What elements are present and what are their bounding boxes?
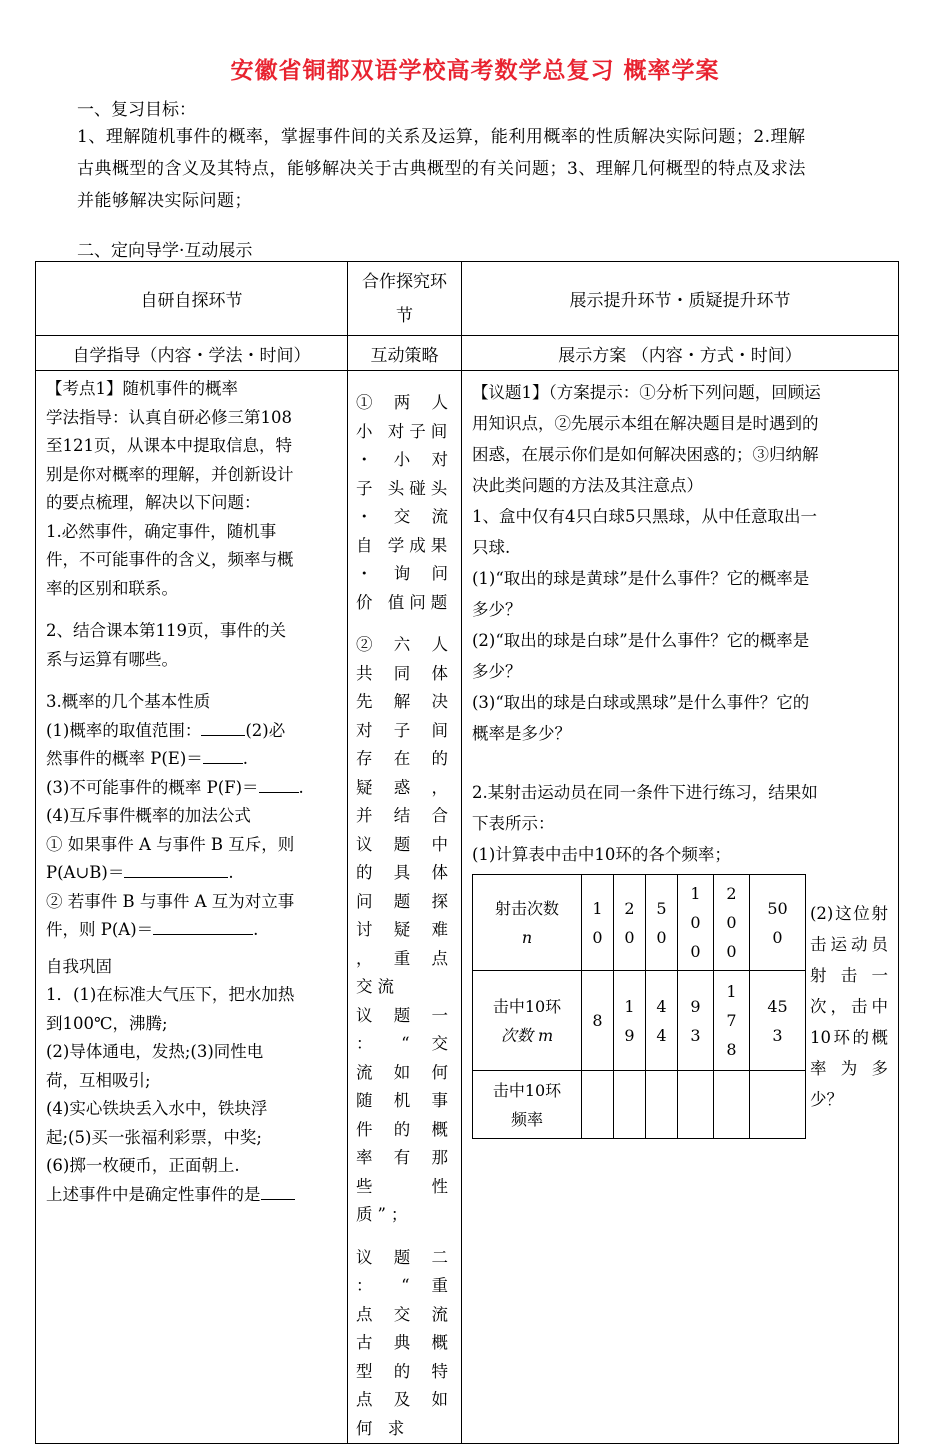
frequency-cell[interactable] [678,1071,714,1139]
col1-line: 到100℃，沸腾; [46,1013,168,1033]
table-header-row [36,262,899,336]
col3-line: 【议题1】（方案提示：①分析下列问题，回顾运 [472,383,821,402]
col3-line: 只球. [472,538,511,557]
header-presentation: 展示提升环节・质疑提升环节 [462,262,899,336]
frequency-row [473,1071,806,1139]
col1-line: 1.必然事件，确定事件，随机事 [46,521,277,541]
strategy-text: 议 题 一 ： “ 交 流 如 何 随 机 事 件 的 概 率 有 那 些 性 质”； [356,1005,453,1224]
strategy-text: ① 两 人 小 对子间 [356,393,453,441]
col1-line: (3)不可能事件的概率 P(F)＝ . [46,774,339,803]
hits-label: 击中10环 次数 m [473,971,582,1071]
header-cooperation-line2: 节 [396,305,413,326]
strategy-text: ・ 小 对 子 头碰头 [356,450,453,498]
answer-blank[interactable] [203,747,243,765]
shots-cell: 2 0 0 [714,875,750,971]
subheader-plan: 展示方案 （内容・方式・时间） [462,336,899,371]
self-study-column [36,371,348,1444]
hits-cell: 1 9 [614,971,646,1071]
col3-line: 困惑，在展示你们是如何解决困惑的；③归纳解 [472,445,819,464]
col3-line: 下表所示： [472,814,555,833]
subheader-guide: 自学指导（内容・学法・时间） [36,336,348,371]
col1-line: 至121页，从课本中提取信息，特 [46,436,292,455]
strategy-text: ・ 交 流 自 学成果 [356,507,453,555]
col1-line: 3.概率的几个基本性质 [46,692,211,711]
col1-line: 系与运算有哪些。 [46,649,178,669]
col3-line: 概率是多少？ [472,724,571,743]
col1-line: 上述事件中是确定性事件的是 [46,1181,339,1210]
col1-line: 率的区别和联系。 [46,578,178,598]
shots-cell: 1 0 [582,875,614,971]
shooting-table [472,874,806,1139]
col1-line: 然事件的概率 P(E)＝ . [46,745,339,774]
col1-line: P(A∪B)＝ . [46,859,339,888]
col3-line: (1)“取出的球是黄球”是什么事件？它的概率是 [472,569,810,588]
hits-cell: 9 3 [678,971,714,1071]
subheader-strategy: 互动策略 [348,336,462,371]
col3-line: (2)“取出的球是白球”是什么事件？它的概率是 [472,631,810,650]
answer-blank[interactable] [124,861,228,879]
col1-line: (4)互斥事件概率的加法公式 [46,806,251,825]
shots-cell: 1 0 0 [678,875,714,971]
shots-cell: 2 0 [614,875,646,971]
answer-blank[interactable] [259,775,299,793]
strategy-column [348,371,462,1444]
shots-cell: 5 0 [646,875,678,971]
answer-blank[interactable] [201,718,245,736]
shots-cell: 50 0 [750,875,806,971]
col1-line: 荷，互相吸引; [46,1070,151,1090]
col1-line: 起;(5)买一张福利彩票，中奖; [46,1127,262,1147]
strategy-text: ② 六 人 共 同 体 先 解 决 对 子 间 存 在 的 疑 惑 ， 并 结 合 议 题 中 的 具 体 问 题 探 讨 疑 难 ， 重 点 交流 [356,635,453,996]
strategy-text: ・ 询 问 价 值问题 [356,564,453,612]
frequency-cell[interactable] [750,1071,806,1139]
hits-row [473,971,806,1071]
section1-heading: 一、复习目标： [77,100,196,120]
answer-blank[interactable] [153,918,253,936]
objective-line-1: 1、理解随机事件的概率，掌握事件间的关系及运算，能利用概率的性质解决实际问题；2.理解 [77,127,806,147]
col1-line: 别是你对概率的理解，并创新设计 [46,464,294,484]
objectives-text [77,121,877,217]
objective-line-2: 古典概型的含义及其特点，能够解决关于古典概型的有关问题；3、理解几何概型的特点及求法 [77,159,806,179]
col1-line: (6)掷一枚硬币，正面朝上. [46,1156,240,1175]
col1-line: 【考点1】随机事件的概率 [46,379,238,398]
col1-line: 件，不可能事件的含义，频率与概 [46,550,294,569]
col1-line: 2、结合课本第119页，事件的关 [46,621,286,640]
col3-line: 1、盒中仅有4只白球5只黑球，从中任意取出一 [472,507,817,526]
col3-line: 2.某射击运动员在同一条件下进行练习，结果如 [472,783,818,802]
question-2-part-2: (2)这位射击运动员射击一次，击中10环的概率为多少？ [810,904,888,1109]
col1-line: 件，则 P(A)＝ . [46,916,339,945]
frequency-cell[interactable] [646,1071,678,1139]
shots-label: 射击次数 n [473,875,582,971]
col1-line: 1．(1)在标准大气压下，把水加热 [46,985,295,1004]
col3-line: 用知识点，②先展示本组在解决题目是时遇到的 [472,414,819,433]
section2-heading: 二、定向导学·互动展示 [77,241,253,261]
table-subheader-row [36,336,899,371]
table-body-row [36,371,899,1444]
frequency-label: 击中10环 频率 [473,1071,582,1139]
col3-line: 多少？ [472,600,522,619]
answer-blank[interactable] [261,1182,295,1200]
page-title: 安徽省铜都双语学校高考数学总复习 概率学案 [230,58,720,84]
header-cooperation [348,262,462,336]
shots-row [473,875,806,971]
col1-line: (4)实心铁块丢入水中，铁块浮 [46,1099,268,1118]
hits-cell: 45 3 [750,971,806,1071]
col1-line: (2)导体通电，发热;(3)同性电 [46,1042,264,1061]
header-self-study: 自研自探环节 [36,262,348,336]
col1-line: 自我巩固 [46,956,112,976]
col1-line: (1)概率的取值范围： (2)必 [46,717,339,746]
col3-line: 多少？ [472,662,522,681]
study-table [35,261,899,1444]
col1-line: 的要点梳理，解决以下问题： [46,493,261,512]
hits-cell: 1 7 8 [714,971,750,1071]
col1-line: ② 若事件 B 与事件 A 互为对立事 [46,891,295,911]
strategy-text: 议 题 二 ： “ 重 点 交 流 古 典 概 型 的 特 点 及 如 何 求 [356,1247,453,1438]
col3-line: (1)计算表中击中10环的各个频率； [472,845,731,864]
frequency-cell[interactable] [714,1071,750,1139]
frequency-cell[interactable] [614,1071,646,1139]
col3-line: 决此类问题的方法及其注意点） [472,476,703,495]
hits-cell: 8 [582,971,614,1071]
header-cooperation-line1: 合作探究环 [362,271,447,292]
objective-line-3: 并能够解决实际问题； [77,191,252,211]
frequency-cell[interactable] [582,1071,614,1139]
col1-line: ① 如果事件 A 与事件 B 互斥，则 [46,834,295,854]
col1-line: 学法指导：认真自研必修三第108 [46,407,292,427]
hits-cell: 4 4 [646,971,678,1071]
col3-line: (3)“取出的球是白球或黑球”是什么事件？它的 [472,693,810,712]
